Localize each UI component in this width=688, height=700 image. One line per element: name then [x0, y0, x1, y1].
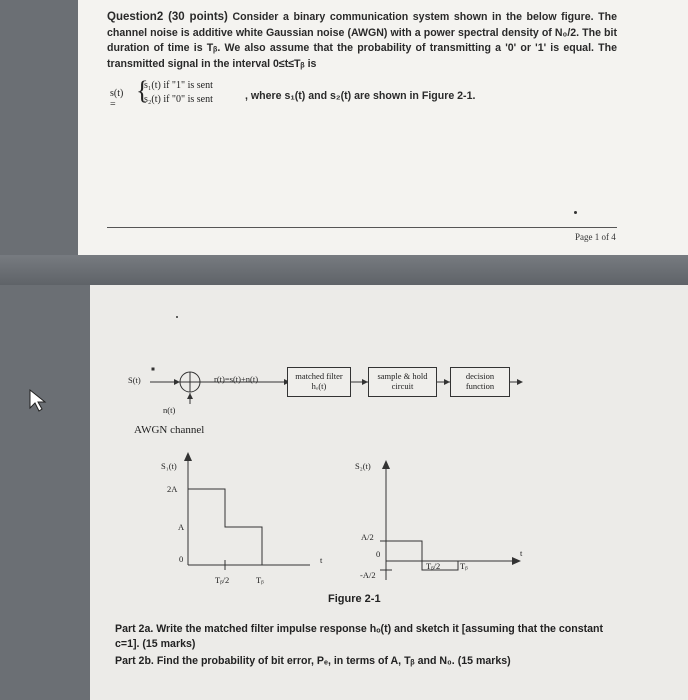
question-body: Consider a binary communication system shown in the below figure. The channel noise is additive white Gaussian noise (AWGN) with a power spectral density of N₀/2. The bit duration of time is Tᵦ. We also assume that the probability of transmitting a '0' or '1' is equal. The transmitted signal in the interval 0≤t≤Tᵦ is [107, 11, 617, 70]
s1-tick-tb2: Tᵦ/2 [215, 575, 230, 585]
s2-tick-a2: A/2 [361, 532, 374, 542]
equation-lhs: s(t) = [110, 88, 124, 110]
decision-block: decision function [450, 367, 510, 397]
equation-brace: { [136, 76, 149, 105]
s2-tick-tb2: Tᵦ/2 [426, 561, 441, 571]
part-a-label: Part 2a. [115, 623, 154, 635]
sum-output-label: r(t)=s(t)+n(t) [214, 374, 259, 384]
s1-tick-a: A [178, 522, 185, 532]
s2-tick-neg: -A/2 [360, 570, 376, 580]
s1-tick-2a: 2A [167, 484, 178, 494]
page-number: Page 1 of 4 [575, 232, 616, 242]
part-b-text: Find the probability of bit error, Pₑ, in terms of A, Tᵦ and N₀. (15 marks) [156, 655, 511, 667]
part-a [115, 622, 615, 652]
s2-tick-tb: Tᵦ [460, 561, 468, 571]
input-label: S(t) [128, 375, 141, 385]
s2-xlabel: t [520, 548, 523, 558]
awgn-channel-label: AWGN channel [134, 424, 205, 436]
s2-ylabel: S₂(t) [355, 461, 371, 471]
s1-ylabel: S₁(t) [161, 461, 177, 471]
question-heading: Question2 (30 points) [107, 11, 228, 23]
matched-filter-block: matched filter hₒ(t) [287, 367, 351, 397]
part-b-label: Part 2b. [115, 655, 154, 667]
equation-tail: , where s₁(t) and s₂(t) are shown in Figure 2-1. [245, 90, 476, 102]
mouse-cursor-icon [28, 388, 48, 412]
s2-tick-0: 0 [376, 549, 381, 559]
parts-text [115, 622, 615, 669]
s1-tick-0: 0 [179, 554, 184, 564]
s1-xlabel: t [320, 555, 323, 565]
part-b [115, 654, 615, 669]
equation-case-1: s₁(t) if "1" is sent [144, 80, 213, 91]
s1-tick-tb: Tᵦ [256, 575, 264, 585]
noise-label: n(t) [163, 405, 176, 415]
part-a-text: Write the matched filter impulse response hₒ(t) and sketch it [assuming that the constant c=1]. (15 marks) [115, 623, 604, 650]
figure-caption: Figure 2-1 [328, 593, 381, 605]
sample-hold-block: sample & hold circuit [368, 367, 437, 397]
equation-case-2: s₂(t) if "0" is sent [144, 94, 213, 105]
